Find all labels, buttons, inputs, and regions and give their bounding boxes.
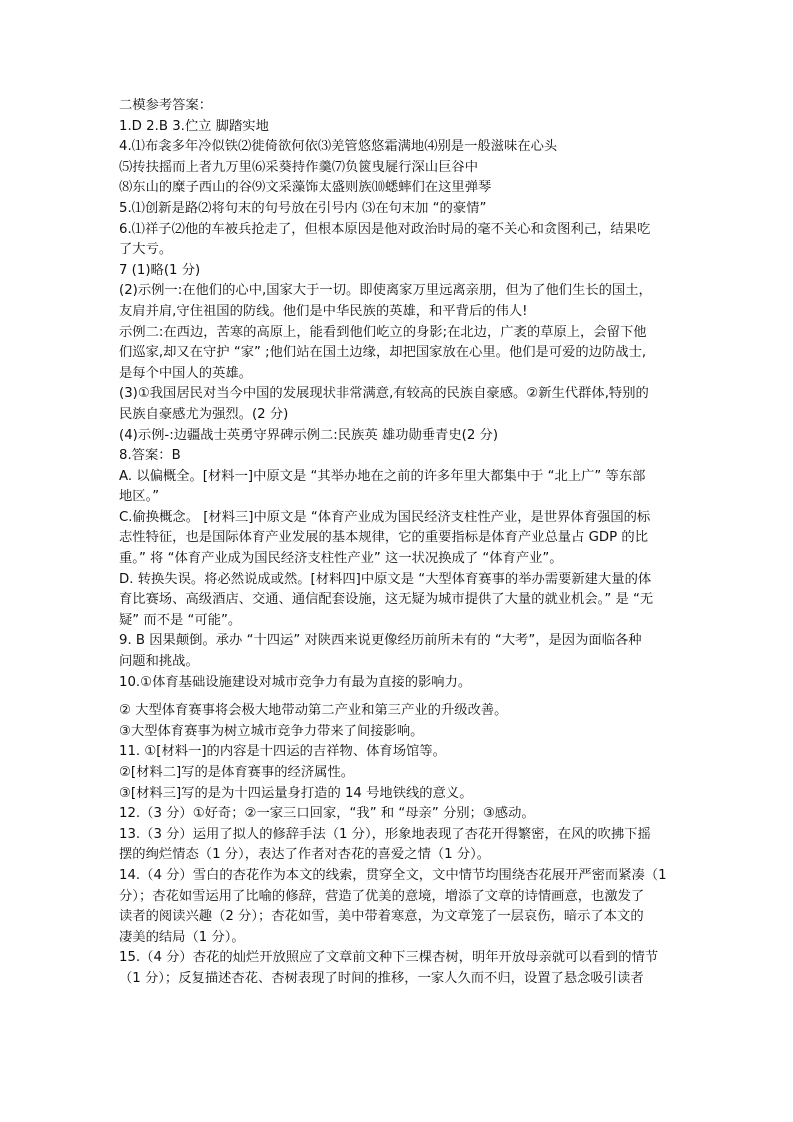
text-line: 示例二:在西边，苦寒的高原上，能看到他们屹立的身影;在北边，广袤的草原上，会留下他 xyxy=(119,324,647,340)
text-line: ②[材料二]写的是体育赛事的经济属性。 xyxy=(119,765,355,780)
text-line: ③大型体育赛事为树立城市竞争力带来了间接影响。 xyxy=(119,723,424,739)
text-line: 分）；杏花如雪运用了比喻的修辞，营造了优美的意境，增添了文章的诗情画意，也激发了 xyxy=(119,888,645,904)
text-line: 二模参考答案： xyxy=(119,98,213,113)
text-line: D. 转换失误。将必然说成或然。[材料四]中原文是 “大型体育赛事的举办需要新建大量的体 xyxy=(119,571,652,587)
text-line: 了大亏。 xyxy=(119,242,173,258)
text-line: 1.D 2.B 3.伫立 脚踏实地 xyxy=(119,118,269,134)
text-line: 是每个中国人的英雄。 xyxy=(119,365,252,381)
text-line: A. 以偏概全。[材料一]中原文是 “其举办地在之前的许多年里大都集中于 “北上广” 等东部 xyxy=(119,468,646,484)
text-line: 14.（4 分）雪白的杏花作为本文的线索，贯穿全文，文中情节均围绕杏花展开严密而紧凑（1 xyxy=(119,867,667,883)
answer-key-text xyxy=(119,96,689,990)
text-line: ⑸抟扶摇而上者九万里⑹采葵持作羹⑺负篋曳屣行深山巨谷中 xyxy=(119,159,479,175)
text-line: 摆的绚烂情态（1 分），表达了作者对杏花的喜爱之情（1 分）。 xyxy=(119,847,491,863)
text-line: (4)示例-:边疆战士英勇守界碑示例二:民族英 雄功勋垂青史(2 分) xyxy=(119,427,499,443)
text-line: 问题和挑战。 xyxy=(119,654,199,670)
text-line: 7 (1)略(1 分) xyxy=(119,262,201,278)
text-line: (3)①我国居民对当今中国的发展现状非常满意,有较高的民族自豪感。②新生代群体,特别的 xyxy=(119,386,649,402)
text-line: 民族自豪感尤为强烈。(2 分) xyxy=(119,406,289,422)
text-line: ⑻东山的糜子西山的谷⑼文采藻饰太盛则族⑽蟋蟀们在这里弹琴 xyxy=(119,180,492,196)
text-line: 友肩并肩,守住祖国的防线。他们是中华民族的英雄，和平背后的伟人! xyxy=(119,303,528,319)
text-line: 地区。” xyxy=(119,489,160,505)
text-line: 育比赛场、高级酒店、交通、通信配套设施，这无疑为城市提供了大量的就业机会。” 是 “无 xyxy=(119,592,654,608)
text-line: （1 分）；反复描述杏花、杏树表现了时间的推移，一家人久而不归，设置了悬念吸引读者 xyxy=(119,970,644,986)
text-line: 13.（3 分）运用了拟人的修辞手法（1 分），形象地表现了杏花开得繁密，在风的吹拂下摇 xyxy=(119,826,651,842)
text-line: 9. B 因果颠倒。承办 “十四运” 对陕西来说更像经历前所未有的 “大考”，是因为面临各种 xyxy=(119,633,642,649)
text-line: 志性特征，也是国际体育产业发展的基本规律，它的重要指标是体育产业总量占 GDP 的比 xyxy=(119,530,648,546)
text-line: 5.⑴创新是路⑵将句末的句号放在引号内 ⑶在句末加 “的豪情” xyxy=(119,200,487,216)
text-line: 10.①体育基础设施建设对城市竞争力有最为直接的影响力。 xyxy=(119,674,472,690)
text-line: 读者的阅读兴趣（2 分）；杏花如雪，美中带着寒意，为文章笼了一层哀伤，暗示了本文的 xyxy=(119,909,644,925)
text-line: 8.答案：B xyxy=(119,448,181,464)
text-line: 15.（4 分）杏花的灿烂开放照应了文章前文种下三棵杏树，明年开放母亲就可以看到的情节 xyxy=(119,950,659,966)
text-line: 疑” 而不是 “可能”。 xyxy=(119,612,242,628)
text-line: 们巡家,却又在守护 “家” ;他们站在国土边缘，却把国家放在心里。他们是可爱的边防战士, xyxy=(119,345,647,361)
text-line: ③[材料三]写的是为十四运量身打造的 14 号地铁线的意义。 xyxy=(119,785,473,801)
text-line: 11. ①[材料一]的内容是十四运的吉祥物、体育场馆等。 xyxy=(119,744,446,760)
text-line: 凄美的结局（1 分）。 xyxy=(119,929,245,945)
text-line: 4.⑴布衾多年冷似铁⑵徙倚欲何依⑶羌管悠悠霜满地⑷别是一般滋味在心头 xyxy=(119,139,558,155)
text-line: 6.⑴祥子⑵他的车被兵抢走了，但根本原因是他对政治时局的毫不关心和贪图利己，结果吃 xyxy=(119,221,651,237)
text-line: C.偷换概念。 [材料三]中原文是 “体育产业成为国民经济支柱性产业，是世界体育强国的标 xyxy=(119,509,651,525)
text-line: 12.（3 分）①好奇；②一家三口回家，“我” 和 “母亲” 分别；③感动。 xyxy=(119,806,535,822)
text-line: ② 大型体育赛事将会极大地带动第二产业和第三产业的升级改善。 xyxy=(119,703,508,719)
text-line: 重。” 将 “体育产业成为国民经济支柱性产业” 这一状况换成了 “体育产业”。 xyxy=(119,551,563,567)
text-line: (2)示例一:在他们的心中,国家大于一切。即使离家万里远离亲朋，但为了他们生长的国土， xyxy=(119,283,652,299)
